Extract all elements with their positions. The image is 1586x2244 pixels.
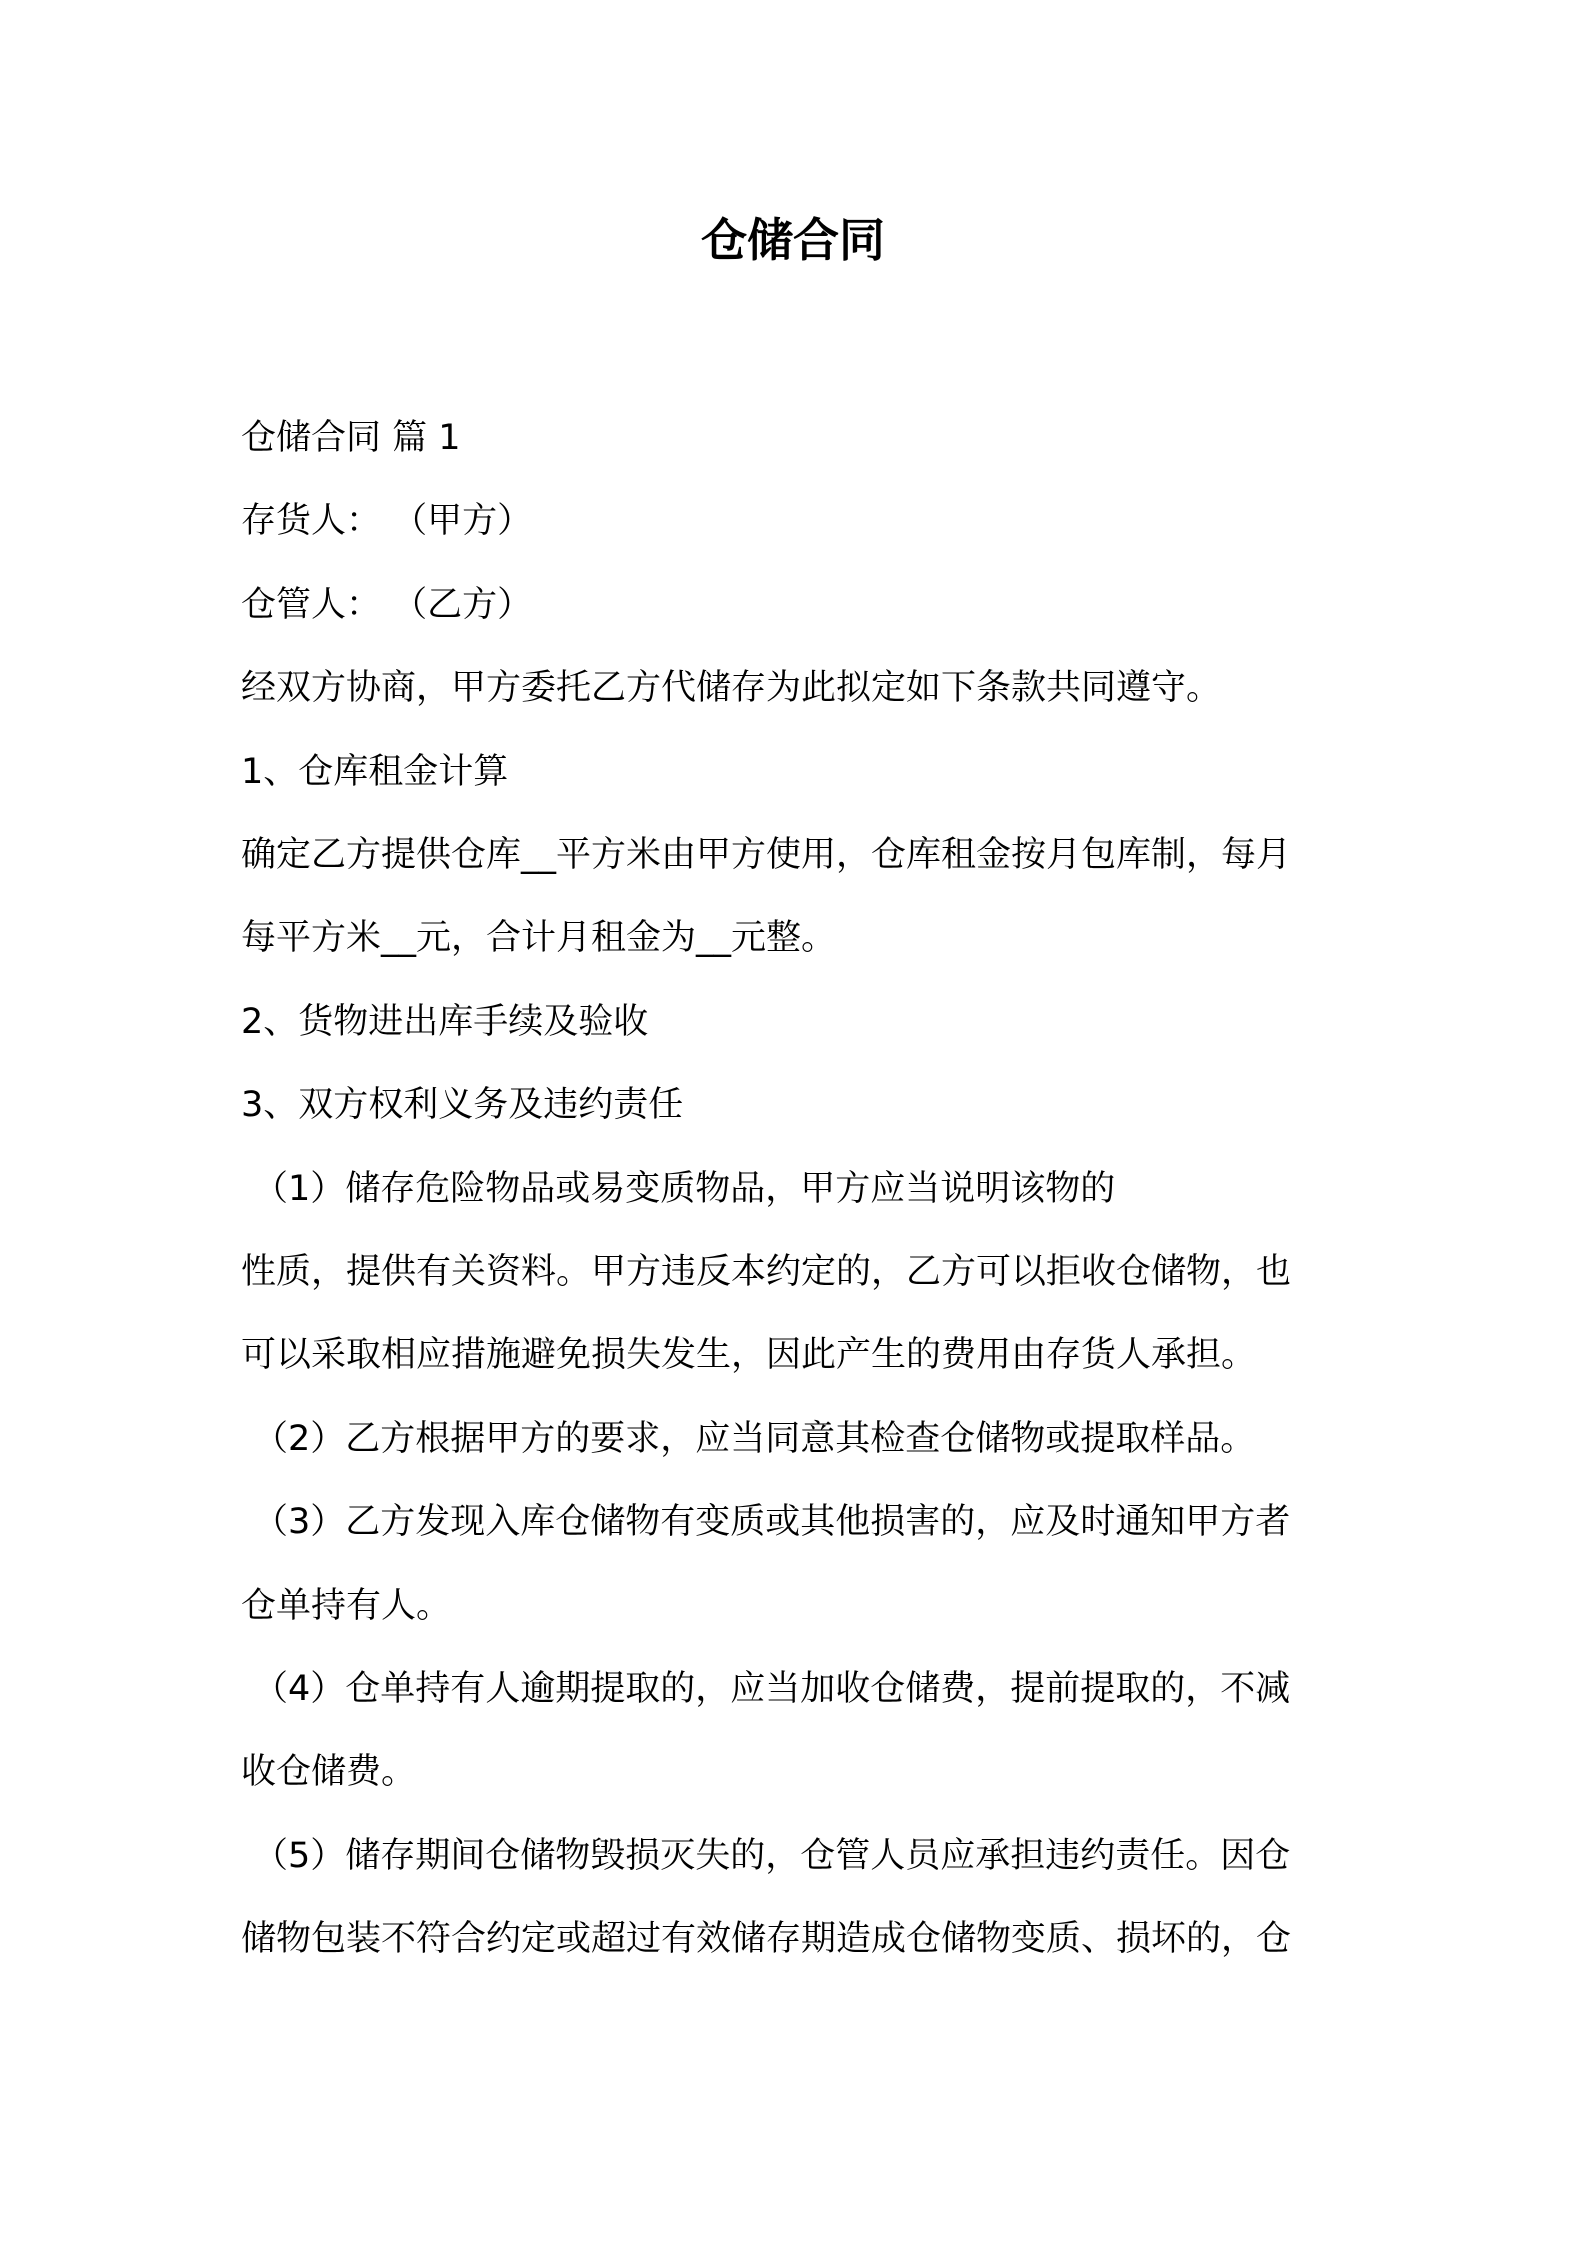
sub-clause-4: （4）仓单持有人逾期提取的，应当加收仓储费，提前提取的，不减 [253, 1669, 1291, 1709]
document-title: 仓储合同 [701, 213, 885, 267]
sub-clause-1: （1）储存危险物品或易变质物品，甲方应当说明该物的 [253, 1169, 1116, 1209]
preamble-paragraph: 经双方协商，甲方委托乙方代储存为此拟定如下条款共同遵守。 [241, 668, 1222, 708]
paragraph-line: 确定乙方提供仓库__平方米由甲方使用，仓库租金按月包库制，每月 [241, 835, 1292, 875]
clause-heading-1: 1、仓库租金计算 [241, 752, 509, 792]
paragraph-line: 每平方米__元，合计月租金为__元整。 [241, 918, 837, 958]
clause-heading-2: 2、货物进出库手续及验收 [241, 1002, 649, 1042]
depositor-line: 存货人： （甲方） [241, 501, 533, 541]
clause-heading-3: 3、双方权利义务及违约责任 [241, 1085, 684, 1125]
paragraph-line: 可以采取相应措施避免损失发生，因此产生的费用由存货人承担。 [241, 1335, 1257, 1375]
paragraph-line: 性质，提供有关资料。甲方违反本约定的，乙方可以拒收仓储物，也 [241, 1252, 1292, 1292]
sub-clause-3: （3）乙方发现入库仓储物有变质或其他损害的，应及时通知甲方者 [253, 1502, 1291, 1542]
paragraph-line: 储物包装不符合约定或超过有效储存期造成仓储物变质、损坏的，仓 [241, 1919, 1292, 1959]
paragraph-line: 仓单持有人。 [241, 1586, 452, 1626]
sub-clause-5: （5）储存期间仓储物毁损灭失的，仓管人员应承担违约责任。因仓 [253, 1836, 1291, 1876]
sub-clause-2: （2）乙方根据甲方的要求，应当同意其检查仓储物或提取样品。 [253, 1419, 1256, 1459]
paragraph-line: 收仓储费。 [241, 1752, 417, 1792]
warehouse-keeper-line: 仓管人： （乙方） [241, 585, 533, 625]
section-heading: 仓储合同 篇 1 [241, 418, 461, 458]
